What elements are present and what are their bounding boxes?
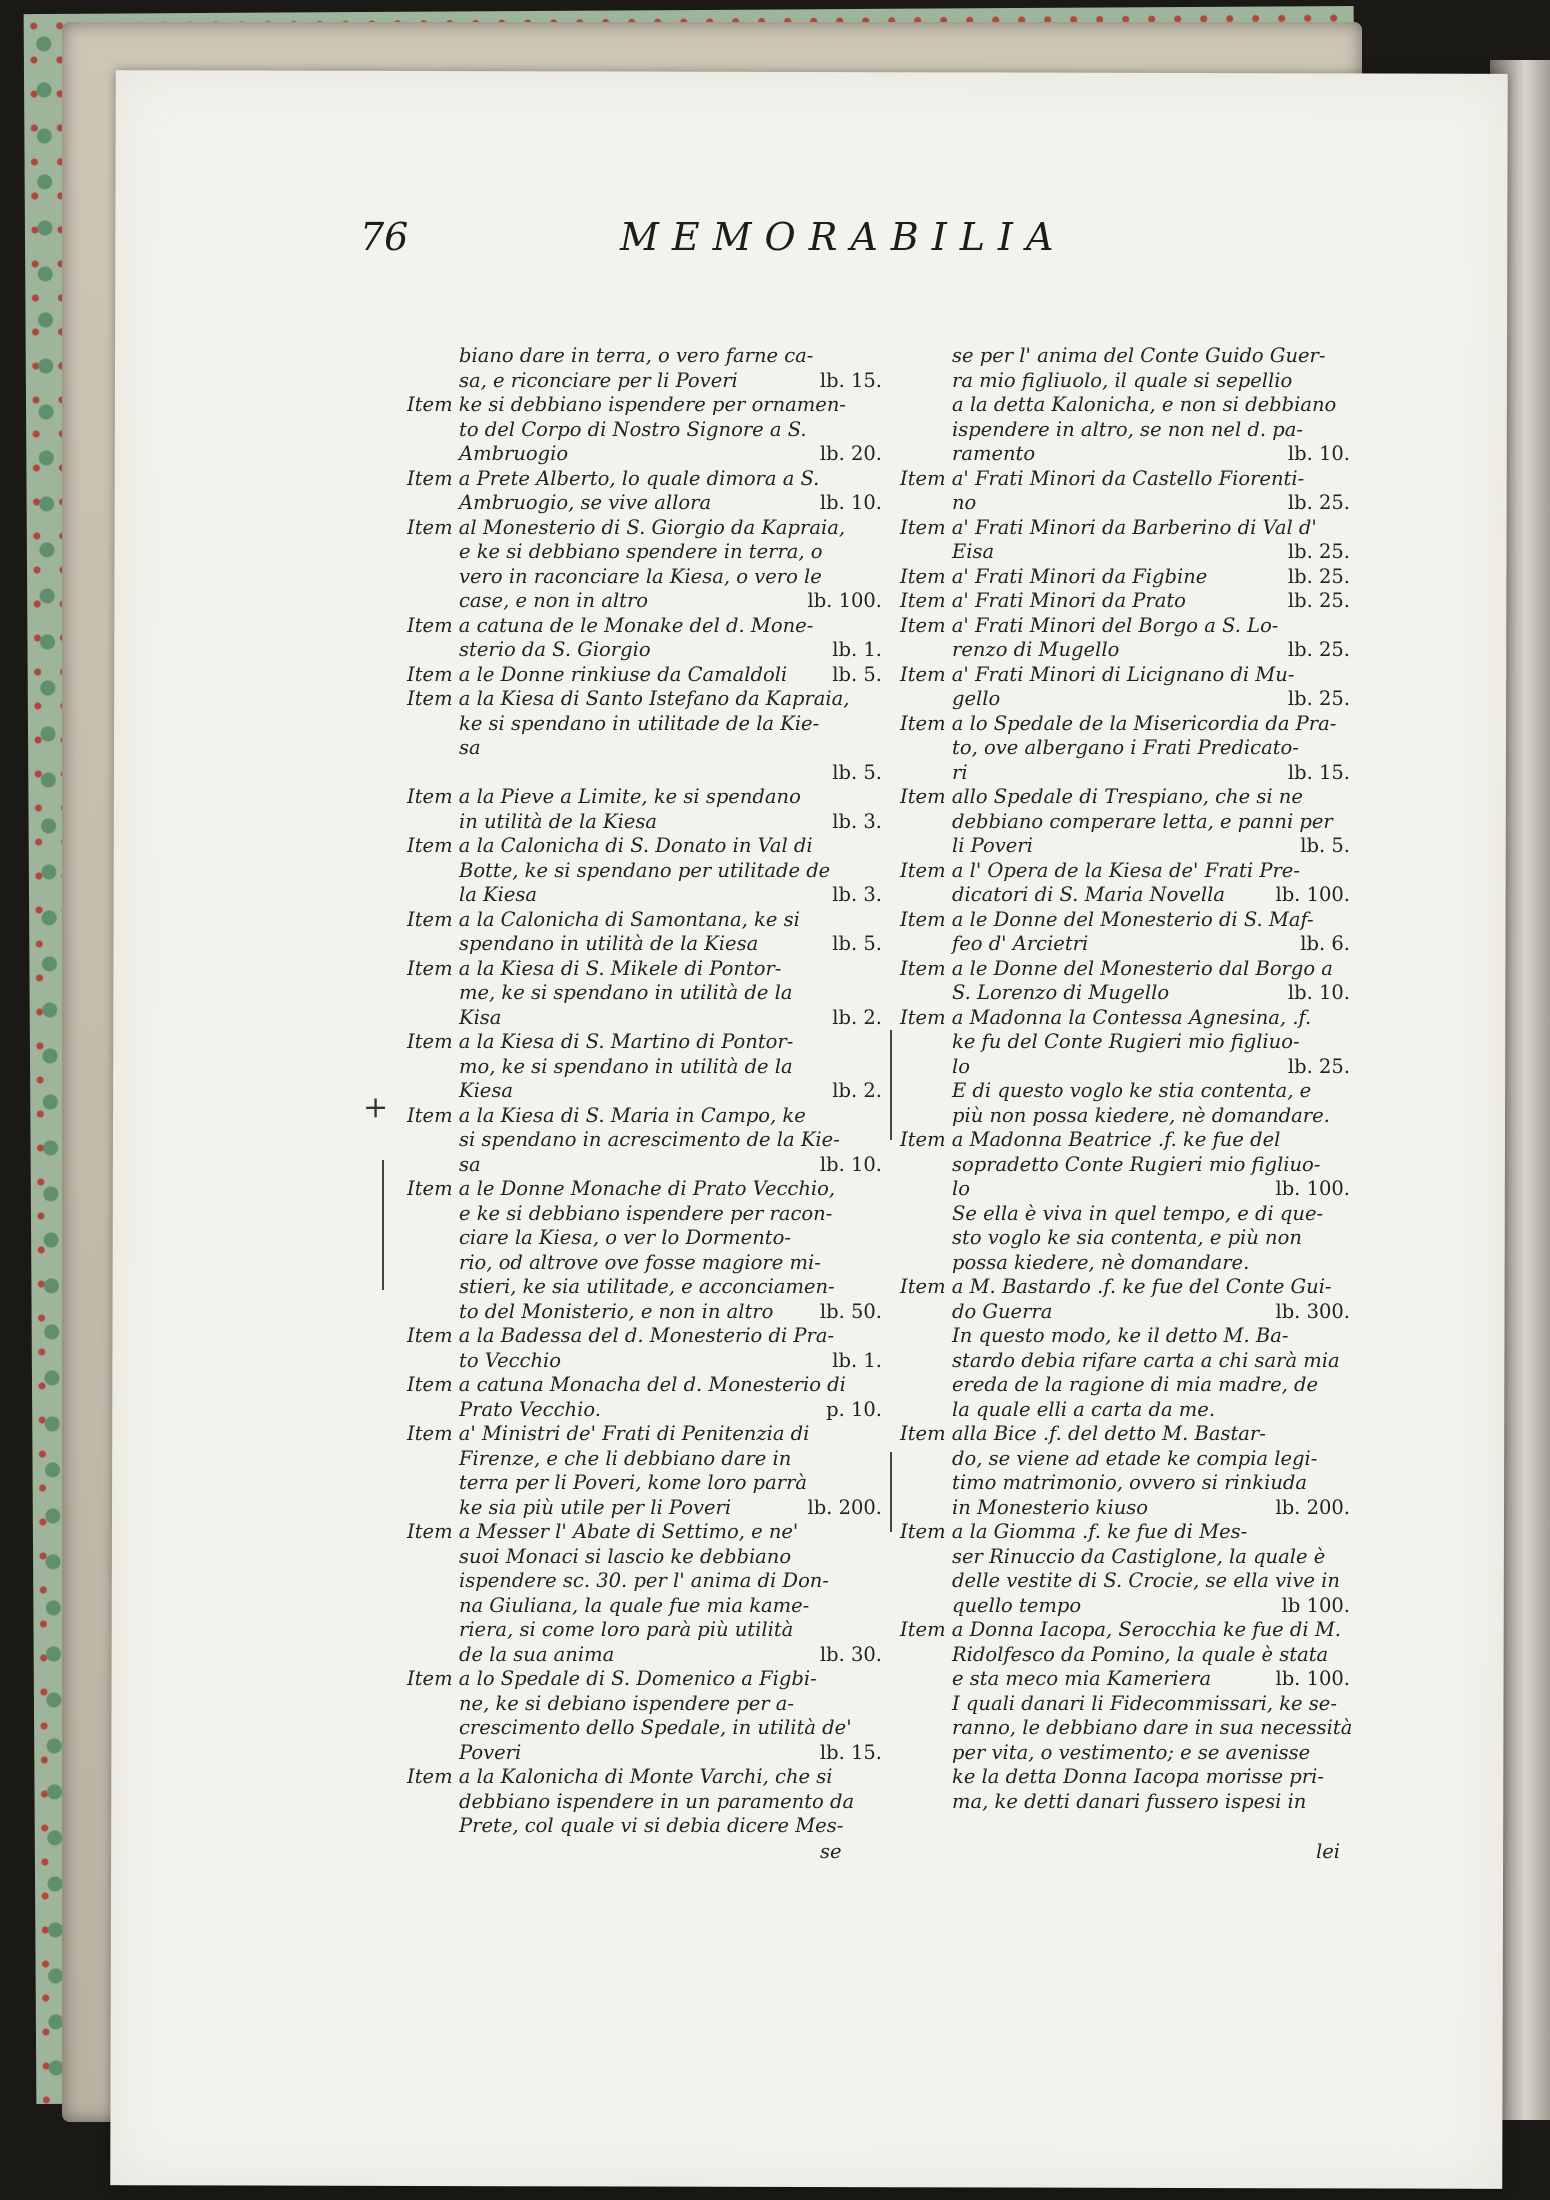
text-line	[407, 1202, 872, 1227]
line-text: In questo modo, ke il detto M. Ba-	[952, 1324, 1289, 1347]
text-line	[407, 1055, 872, 1080]
line-text: ispendere in altro, se non nel d. pa-	[952, 417, 1303, 441]
text-line	[407, 1397, 882, 1423]
margin-bracket-left	[382, 1160, 384, 1290]
line-text: dicatori di S. Maria Novella	[952, 883, 1226, 906]
line-text: sa	[459, 1152, 481, 1176]
text-line	[407, 1692, 872, 1717]
line-text: Firenze, e che li debbiano dare in	[459, 1446, 792, 1470]
line-text: suoi Monaci si lascio ke debbiano	[459, 1544, 792, 1568]
text-line	[900, 1251, 1350, 1276]
text-line	[407, 1152, 882, 1178]
text-line	[407, 1545, 872, 1570]
line-text: Ambruogio	[459, 442, 569, 465]
text-line	[900, 540, 1350, 565]
line-text: Item alla Bice .f. del detto M. Bastar-	[900, 1422, 1266, 1445]
text-line	[407, 1104, 872, 1129]
text-line	[900, 1300, 1350, 1325]
line-text: possa kiedere, nè domandare.	[952, 1250, 1250, 1274]
line-text: do Guerra	[952, 1299, 1053, 1323]
text-line	[407, 1618, 872, 1643]
legacy-amount: lb. 100.	[1275, 1667, 1350, 1690]
text-line	[407, 981, 872, 1006]
text-line	[407, 1790, 872, 1815]
line-text: Item a lo Spedale di S. Domenico a Figbi-	[407, 1667, 817, 1690]
line-text: Ambruogio, se vive allora	[459, 491, 712, 514]
line-text: Ridolfesco da Pomino, la quale è stata	[952, 1642, 1329, 1666]
line-text: ereda de la ragione di mia madre, de	[952, 1373, 1319, 1396]
legacy-amount: lb. 20.	[819, 442, 882, 465]
page-header	[360, 215, 1200, 275]
line-text: ke sia più utile per li Poveri	[459, 1495, 732, 1519]
text-line	[900, 1643, 1350, 1668]
line-text: ramento	[952, 442, 1036, 465]
legacy-amount: lb. 15.	[819, 1740, 882, 1764]
line-text: I quali danari li Fidecommissari, ke se-	[952, 1691, 1337, 1715]
line-text: gello	[952, 687, 1001, 710]
text-line	[900, 1765, 1350, 1790]
legacy-amount: lb. 25.	[1287, 491, 1350, 514]
line-text: Kiesa	[459, 1079, 513, 1102]
line-text: feo d' Arcietri	[952, 932, 1089, 955]
legacy-amount: lb. 1.	[832, 638, 882, 661]
line-text: ra mio figliuolo, il quale si sepellio	[952, 368, 1293, 392]
line-text: sto voglo ke sia contenta, e più non	[952, 1226, 1302, 1249]
line-text: Item a la Kiesa di S. Maria in Campo, ke	[407, 1103, 806, 1127]
text-line	[407, 491, 882, 516]
text-line	[900, 1790, 1350, 1815]
text-line	[900, 1226, 1350, 1251]
catchword-left: se	[820, 1840, 842, 1863]
legacy-amount: lb. 300.	[1275, 1299, 1350, 1323]
text-line	[900, 344, 1350, 369]
legacy-amount: lb. 5.	[832, 932, 882, 955]
line-text: case, e non in altro	[459, 589, 649, 612]
line-text: in utilità de la Kiesa	[459, 809, 658, 833]
text-line	[900, 834, 1350, 859]
text-line	[900, 1177, 1350, 1202]
text-line	[900, 736, 1350, 761]
text-line	[407, 1594, 872, 1619]
line-text: delle vestite di S. Crocie, se ella vive in	[952, 1569, 1340, 1592]
text-line	[407, 957, 872, 982]
line-text: Item allo Spedale di Trespiano, che si ne	[900, 785, 1303, 808]
legacy-amount: lb. 3.	[832, 883, 882, 906]
text-line	[900, 614, 1350, 639]
page-number: 76	[360, 215, 409, 259]
text-line	[900, 589, 1350, 614]
legacy-amount: lb. 3.	[832, 809, 882, 833]
line-text: Item a' Frati Minori da Castello Fiorenti-	[900, 466, 1305, 490]
line-text: stieri, ke sia utilitade, e acconciamen-	[459, 1275, 835, 1298]
line-text: stardo debia rifare carta a chi sarà mia	[952, 1348, 1340, 1372]
line-text: biano dare in terra, o vero farne ca-	[459, 344, 814, 367]
catchword-right: lei	[1316, 1840, 1341, 1863]
text-line	[900, 859, 1350, 884]
text-line	[900, 712, 1350, 737]
line-text: ciare la Kiesa, o ver lo Dormento-	[459, 1226, 791, 1249]
text-line	[407, 1814, 872, 1839]
line-text: Item a le Donne Monache di Prato Vecchio,	[407, 1177, 836, 1200]
text-line	[407, 565, 872, 590]
line-text: Se ella è viva in quel tempo, e di que-	[952, 1201, 1324, 1225]
text-line	[900, 1545, 1350, 1570]
line-text: Item a Madonna la Contessa Agnesina, .f.	[900, 1005, 1312, 1029]
text-line	[900, 516, 1350, 541]
line-text: Botte, ke si spendano per utilitade de	[459, 858, 831, 882]
legacy-amount: lb. 200.	[807, 1495, 882, 1519]
text-line	[900, 908, 1350, 933]
text-line	[900, 369, 1350, 394]
text-line	[407, 418, 872, 443]
line-text: se per l' anima del Conte Guido Guer-	[952, 344, 1326, 367]
text-line	[900, 1079, 1350, 1104]
line-text: si spendano in acrescimento de la Kie-	[459, 1128, 840, 1151]
legacy-amount: lb. 25.	[1287, 540, 1350, 563]
line-text: sterio da S. Giorgio	[459, 638, 651, 661]
text-line	[900, 1006, 1350, 1031]
line-text: ke si spendano in utilitade de la Kie-	[459, 711, 820, 735]
text-line	[407, 638, 882, 663]
legacy-amount: lb. 50.	[819, 1299, 882, 1323]
text-line	[407, 1079, 882, 1104]
line-text: ma, ke detti danari fussero ispesi in	[952, 1789, 1307, 1813]
text-line	[900, 491, 1350, 516]
line-text: Item a Messer l' Abate di Settimo, e ne'	[407, 1520, 799, 1543]
line-text: ke fu del Conte Rugieri mio figliuo-	[952, 1030, 1300, 1053]
text-line	[900, 565, 1350, 590]
text-line	[900, 785, 1350, 810]
line-text: Eisa	[952, 540, 995, 563]
left-column	[407, 344, 882, 1839]
text-line	[407, 1299, 882, 1325]
text-line	[407, 1765, 872, 1790]
line-text: ispendere sc. 30. per l' anima di Don-	[459, 1569, 829, 1592]
text-line	[900, 761, 1350, 786]
line-text: na Giuliana, la quale fue mia kame-	[459, 1593, 810, 1617]
text-line	[900, 1667, 1350, 1692]
line-text: Item a Madonna Beatrice .f. ke fue del	[900, 1128, 1281, 1151]
text-line	[900, 1128, 1350, 1153]
right-column	[900, 344, 1353, 1814]
legacy-amount: lb. 25.	[1287, 638, 1350, 661]
text-line	[407, 760, 882, 786]
text-line	[407, 1520, 872, 1545]
text-line	[407, 393, 872, 418]
legacy-amount: lb. 10.	[819, 491, 882, 514]
text-line	[900, 1373, 1350, 1398]
line-text: ri	[952, 760, 968, 784]
margin-bracket-right-1	[890, 1030, 892, 1140]
line-text: e sta meco mia Kameriera	[952, 1667, 1212, 1690]
line-text: crescimento dello Spedale, in utilità de'	[459, 1716, 852, 1739]
text-line	[407, 1348, 882, 1374]
line-text: ke la detta Donna Iacopa morisse pri-	[952, 1765, 1324, 1788]
text-line	[407, 1447, 872, 1472]
text-line	[407, 1177, 872, 1202]
line-text: Item a l' Opera de la Kiesa de' Frati Pre-	[900, 858, 1300, 882]
margin-bracket-right-2	[890, 1452, 892, 1532]
legacy-amount: p. 10.	[826, 1397, 882, 1421]
line-text: lo	[952, 1177, 970, 1200]
text-line	[900, 663, 1350, 688]
line-text: in Monesterio kiuso	[952, 1495, 1149, 1519]
line-text: la Kiesa	[459, 883, 538, 906]
text-line	[900, 638, 1350, 663]
text-line	[900, 810, 1350, 835]
line-text: Item a' Frati Minori di Licignano di Mu-	[900, 662, 1295, 686]
text-line	[900, 1618, 1350, 1643]
line-text: Item a' Frati Minori da Figbine	[900, 564, 1208, 588]
line-text: Item a le Donne del Monesterio dal Borgo a	[900, 956, 1333, 980]
line-text: rio, od altrove ove fosse magiore mi-	[459, 1250, 821, 1274]
line-text: Item a catuna Monacha del d. Monesterio di	[407, 1373, 846, 1396]
legacy-amount: lb. 2.	[832, 1079, 882, 1102]
text-line	[407, 467, 872, 492]
text-line	[407, 1495, 882, 1521]
legacy-amount: lb. 10.	[1287, 442, 1350, 465]
line-text: Item a Donna Iacopa, Serocchia ke fue di M.	[900, 1618, 1341, 1641]
text-line	[900, 1692, 1350, 1717]
line-text: mo, ke si spendano in utilità de la	[459, 1054, 793, 1078]
line-text: S. Lorenzo di Mugello	[952, 981, 1170, 1004]
text-line	[407, 1226, 872, 1251]
text-line	[900, 393, 1350, 418]
legacy-amount: lb. 25.	[1287, 687, 1350, 710]
legacy-amount: lb. 25.	[1287, 589, 1350, 612]
line-text: no	[952, 491, 977, 514]
legacy-amount: lb. 10.	[819, 1152, 882, 1176]
legacy-amount: lb. 100.	[807, 589, 882, 612]
line-text: Item al Monesterio di S. Giorgio da Kapraia,	[407, 515, 846, 539]
text-line	[900, 1741, 1350, 1766]
text-line	[407, 614, 872, 639]
text-line	[407, 908, 872, 933]
text-line	[407, 1251, 872, 1276]
line-text: per vita, o vestimento; e se avenisse	[952, 1740, 1311, 1764]
line-text: terra per li Poveri, kome loro parrà	[459, 1471, 808, 1494]
text-line	[900, 1104, 1350, 1129]
line-text: Item a' Frati Minori del Borgo a S. Lo-	[900, 613, 1279, 637]
line-text: e ke si debbiano ispendere per racon-	[459, 1201, 833, 1225]
text-line	[900, 957, 1350, 982]
legacy-amount: lb. 6.	[1300, 932, 1350, 955]
text-line	[900, 1422, 1350, 1447]
legacy-amount: lb. 1.	[832, 1348, 882, 1372]
line-text: Item a' Frati Minori da Barberino di Val d'	[900, 515, 1317, 539]
line-text: to Vecchio	[459, 1348, 561, 1372]
text-line	[407, 442, 882, 467]
line-text: Item a' Ministri de' Frati di Penitenzia di	[407, 1422, 810, 1445]
line-text: Prato Vecchio.	[459, 1397, 601, 1421]
legacy-amount: lb. 15.	[819, 368, 882, 392]
text-line	[407, 662, 882, 688]
legacy-amount: lb. 5.	[1300, 834, 1350, 857]
line-text: renzo di Mugello	[952, 638, 1120, 661]
text-line	[900, 1153, 1350, 1178]
line-text: vero in raconciare la Kiesa, o vero le	[459, 564, 822, 588]
text-line	[407, 1005, 882, 1031]
line-text: Prete, col quale vi si debia dicere Mes-	[459, 1814, 844, 1837]
text-line	[900, 932, 1350, 957]
line-text: debbiano comperare letta, e panni per	[952, 809, 1333, 833]
text-line	[407, 883, 882, 908]
text-line	[407, 589, 882, 614]
legacy-amount: lb. 10.	[1287, 981, 1350, 1004]
text-line	[900, 1349, 1350, 1374]
line-text: e ke si debbiano spendere in terra, o	[459, 540, 823, 563]
line-text: li Poveri	[952, 834, 1033, 857]
text-line	[900, 1594, 1350, 1619]
text-line	[407, 1716, 872, 1741]
line-text: Item a lo Spedale de la Misericordia da Pra-	[900, 711, 1337, 735]
legacy-amount: lb. 5.	[832, 662, 882, 686]
line-text: ne, ke si debiano ispendere per a-	[459, 1691, 795, 1715]
legacy-amount: lb. 100.	[1275, 883, 1350, 906]
text-line	[407, 1740, 882, 1766]
text-line	[407, 540, 872, 565]
legacy-amount: lb. 30.	[819, 1642, 882, 1666]
legacy-amount: lb. 25.	[1287, 1054, 1350, 1078]
text-line	[900, 981, 1350, 1006]
text-line	[900, 1716, 1353, 1741]
line-text: E di questo voglo ke stia contenta, e	[952, 1079, 1312, 1102]
text-line	[900, 1202, 1350, 1227]
line-text: Item a' Frati Minori da Prato	[900, 589, 1186, 612]
text-line	[900, 1569, 1350, 1594]
text-line	[900, 1275, 1350, 1300]
line-text: Kisa	[459, 1005, 502, 1029]
line-text: Item a M. Bastardo .f. ke fue del Conte Gui-	[900, 1275, 1332, 1298]
legacy-amount: lb. 25.	[1287, 564, 1350, 588]
text-line	[407, 516, 872, 541]
line-text: ser Rinuccio da Castiglone, la quale è	[952, 1544, 1326, 1568]
line-text: ranno, le debbiano dare in sua necessità	[952, 1716, 1353, 1739]
line-text: la quale elli a carta da me.	[952, 1397, 1216, 1421]
line-text: Item a la Giomma .f. ke fue di Mes-	[900, 1520, 1248, 1543]
text-line	[900, 1398, 1350, 1423]
line-text: Poveri	[459, 1740, 522, 1764]
line-text: Item a le Donne del Monesterio di S. Maf-	[900, 907, 1314, 931]
text-line	[407, 712, 872, 737]
line-text: Item a la Kiesa di S. Martino di Pontor-	[407, 1030, 794, 1053]
line-text: de la sua anima	[459, 1642, 615, 1666]
text-line	[407, 1030, 872, 1055]
text-line	[900, 1030, 1350, 1055]
text-line	[407, 834, 872, 859]
line-text: Item a la Kiesa di S. Mikele di Pontor-	[407, 956, 782, 980]
text-line	[900, 442, 1350, 467]
text-line	[407, 1642, 882, 1668]
line-text: Item a la Kiesa di Santo Istefano da Kapraia,	[407, 687, 850, 710]
line-text: Item a catuna de le Monake del d. Mone-	[407, 613, 814, 637]
line-text: sa, e riconciare per li Poveri	[459, 368, 738, 392]
text-line	[900, 1447, 1350, 1472]
text-line	[407, 1128, 872, 1153]
line-text: Item ke si debbiano ispendere per ornamen-	[407, 393, 846, 416]
text-line	[900, 1520, 1350, 1545]
legacy-amount: lb. 5.	[832, 760, 882, 784]
line-text: lo	[952, 1054, 970, 1078]
legacy-amount: lb 100.	[1281, 1593, 1350, 1617]
line-text: to, ove albergano i Frati Predicato-	[952, 736, 1299, 759]
text-line	[407, 344, 872, 369]
text-line	[407, 809, 882, 835]
text-line	[407, 1471, 872, 1496]
text-line	[407, 1667, 872, 1692]
text-line	[407, 859, 872, 884]
text-line	[407, 1569, 872, 1594]
text-line	[407, 1422, 872, 1447]
text-line	[900, 883, 1350, 908]
running-title: MEMORABILIA	[620, 215, 1067, 259]
line-text: a la detta Kalonicha, e non si debbiano	[952, 393, 1337, 416]
legacy-amount: lb. 100.	[1275, 1177, 1350, 1200]
text-line	[407, 1373, 872, 1398]
line-text: Item a le Donne rinkiuse da Camaldoli	[407, 662, 788, 686]
text-line	[900, 687, 1350, 712]
legacy-amount: lb. 15.	[1287, 760, 1350, 784]
line-text: spendano in utilità de la Kiesa	[459, 932, 759, 955]
line-text: quello tempo	[952, 1593, 1082, 1617]
line-text: timo matrimonio, ovvero si rinkiuda	[952, 1471, 1308, 1494]
text-line	[407, 785, 872, 810]
line-text: riera, si come loro parà più utilità	[459, 1618, 794, 1641]
line-text: più non possa kiedere, nè domandare.	[952, 1103, 1330, 1127]
line-text: Item a la Pieve a Limite, ke si spendano	[407, 785, 801, 808]
margin-plus-mark: +	[363, 1090, 389, 1125]
legacy-amount: lb. 2.	[832, 1005, 882, 1029]
line-text: Item a la Calonicha di S. Donato in Val di	[407, 834, 813, 857]
line-text: to del Monisterio, e non in altro	[459, 1299, 774, 1323]
text-line	[900, 418, 1350, 443]
text-line	[407, 932, 882, 957]
text-line	[900, 1471, 1350, 1496]
line-text: Item a la Badessa del d. Monesterio di Pra-	[407, 1324, 835, 1347]
text-line	[900, 1496, 1350, 1521]
legacy-amount: lb. 200.	[1275, 1495, 1350, 1519]
text-line	[900, 1055, 1350, 1080]
line-text: me, ke si spendano in utilità de la	[459, 981, 793, 1004]
text-line	[900, 1324, 1350, 1349]
text-line	[407, 1275, 872, 1300]
text-line	[900, 467, 1350, 492]
text-line	[407, 687, 872, 712]
line-text: to del Corpo di Nostro Signore a S.	[459, 417, 807, 441]
line-text: Item a Prete Alberto, lo quale dimora a S.	[407, 466, 820, 490]
line-text: do, se viene ad etade ke compia legi-	[952, 1446, 1318, 1470]
text-line	[407, 1324, 872, 1349]
line-text: sopradetto Conte Rugieri mio figliuo-	[952, 1152, 1321, 1176]
line-text: Item a la Calonicha di Samontana, ke si	[407, 907, 800, 931]
text-line	[407, 368, 882, 394]
line-text: debbiano ispendere in un paramento da	[459, 1789, 855, 1813]
line-text: sa	[459, 736, 481, 759]
text-line	[407, 736, 872, 761]
line-text: Item a la Kalonicha di Monte Varchi, che si	[407, 1765, 833, 1788]
